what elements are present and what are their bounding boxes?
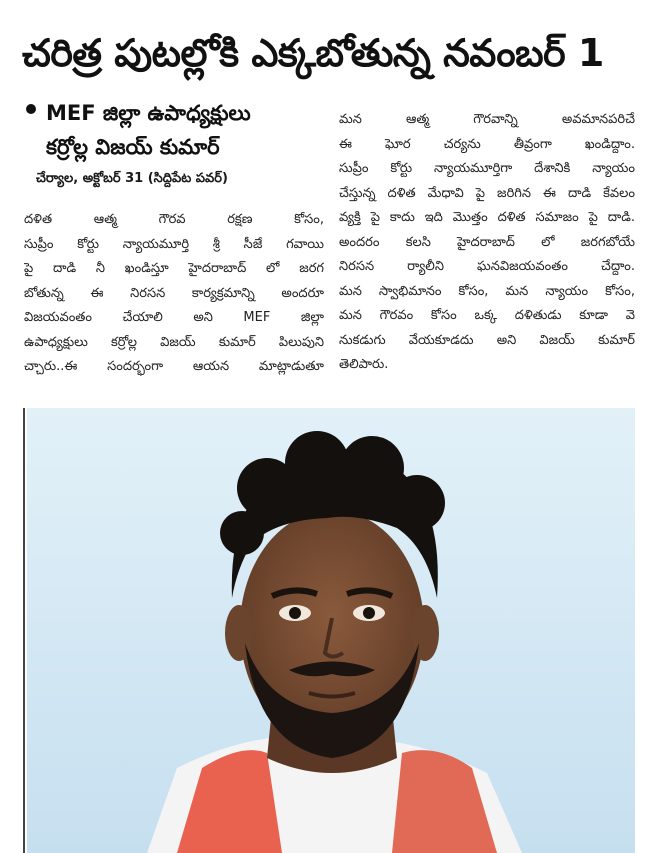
body-line: ఈ ఘోర చర్యను తీవ్రంగా ఖండిద్దాం. [339, 136, 635, 152]
body-line: వ్యక్తి పై కాదు ఇది మొత్తం దళిత సమాజం పై దాడి. [339, 210, 635, 225]
body-line: చ్చారు..ఈ సందర్భంగా ఆయన మాట్లాడుతూ [24, 359, 324, 374]
body-line: సుప్రీం కోర్టు న్యాయమూర్తి శ్రీ సీజే గవాయి [24, 236, 324, 252]
left-body [24, 208, 324, 380]
body-line: చేస్తున్న దళిత మేధావి పై జరిగిన ఈ దాడి కేవలం [339, 185, 635, 201]
body-line: అందరం కలసి హైదరాబాద్ లో జరగబోయే [339, 234, 635, 250]
subheadline [24, 96, 324, 164]
subheadline-line-2: కర్రోల్ల విజయ్ కుమార్ [46, 135, 220, 159]
portrait-photo [27, 408, 635, 853]
bullet-icon [26, 104, 36, 114]
ear-right [411, 605, 439, 661]
portrait-illustration [27, 408, 635, 853]
dateline: చేర్యాల, అక్టోబర్ 31 (సిద్దిపేట పవర్) [36, 171, 228, 186]
body-line: దళిత ఆత్మ గౌరవ రక్షణ కోసం, [24, 212, 324, 227]
body-line: తెలిపారు. [339, 357, 389, 372]
right-column [339, 108, 635, 378]
ear-left [225, 605, 253, 661]
body-line: సుప్రీం కోర్టు న్యాయమూర్తిగా దేశానికి న్యాయం [339, 161, 635, 176]
body-line: నిరసన ర్యాలీని ఘనవిజయవంతం చేద్దాం. [339, 259, 635, 274]
body-line: మన ఆత్మ గౌరవాన్ని అవమానపరిచే [339, 112, 635, 127]
photo-border [23, 408, 25, 853]
subheadline-line-1: MEF జిల్లా ఉపాధ్యక్షులు [46, 101, 251, 125]
body-line: మన గౌరవం కోసం ఒక్క దళితుడు కూడా వె [339, 308, 635, 323]
body-line: విజయవంతం చేయాలి అని MEF జిల్లా [24, 310, 324, 325]
left-column [24, 96, 324, 380]
body-line: నుకడుగు వేయకూడదు అని విజయ్ కుమార్ [339, 332, 635, 348]
body-line: మన స్వాభిమానం కోసం, మన న్యాయం కోసం, [339, 283, 635, 299]
headline: చరిత్ర పుటల్లోకి ఎక్కబోతున్న నవంబర్ 1 [22, 31, 604, 75]
body-line: పై దాడి నీ ఖండిస్తూ హైదరాబాద్ లో జరగ [24, 261, 324, 276]
body-line: ఉపాధ్యక్షులు కర్రోల్ల విజయ్ కుమార్ పిలుపుని [24, 334, 324, 350]
body-line: బోతున్న ఈ నిరసన కార్యక్రమాన్ని అందరూ [24, 285, 324, 301]
